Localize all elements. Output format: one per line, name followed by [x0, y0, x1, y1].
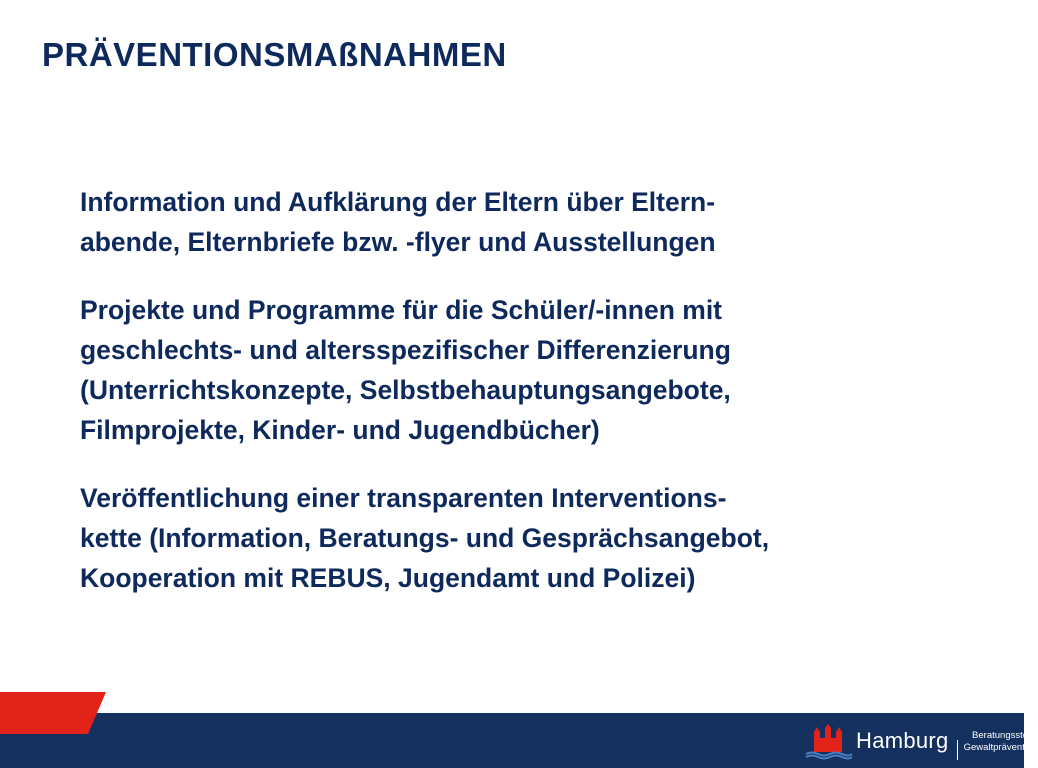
paragraph-parent-information: Information und Aufklärung der Eltern über Eltern- abende, Elternbriefe bzw. -flyer und Ausstellungen: [80, 187, 716, 257]
hamburg-logo: [804, 722, 1038, 760]
department-line-2: Gewaltprävention: [963, 742, 1038, 753]
slide-body: [80, 182, 1000, 626]
department-line-1: Beratungsstelle: [972, 730, 1038, 741]
department-name: [964, 730, 1038, 754]
slide-title: PRÄVENTIONSMAßNAHMEN: [42, 36, 507, 73]
hamburg-castle-icon: [804, 724, 852, 758]
footer-red-accent: [0, 692, 106, 734]
logo-divider: [957, 740, 958, 760]
hamburg-wordmark: Hamburg: [856, 728, 949, 753]
paragraph-intervention-chain: Veröffentlichung einer transparenten Interventions- kette (Information, Beratungs- und Gesprächsangebot, Kooperation mit REBUS, Jugendamt und Polizei): [80, 483, 770, 593]
paragraph-student-projects: Projekte und Programme für die Schüler/-innen mit geschlechts- und altersspezifischer Differenzierung (Unterrichtskonzepte, Selbstbehauptungsangebote, Filmprojekte, Kinder- und Jugendbücher): [80, 295, 731, 445]
